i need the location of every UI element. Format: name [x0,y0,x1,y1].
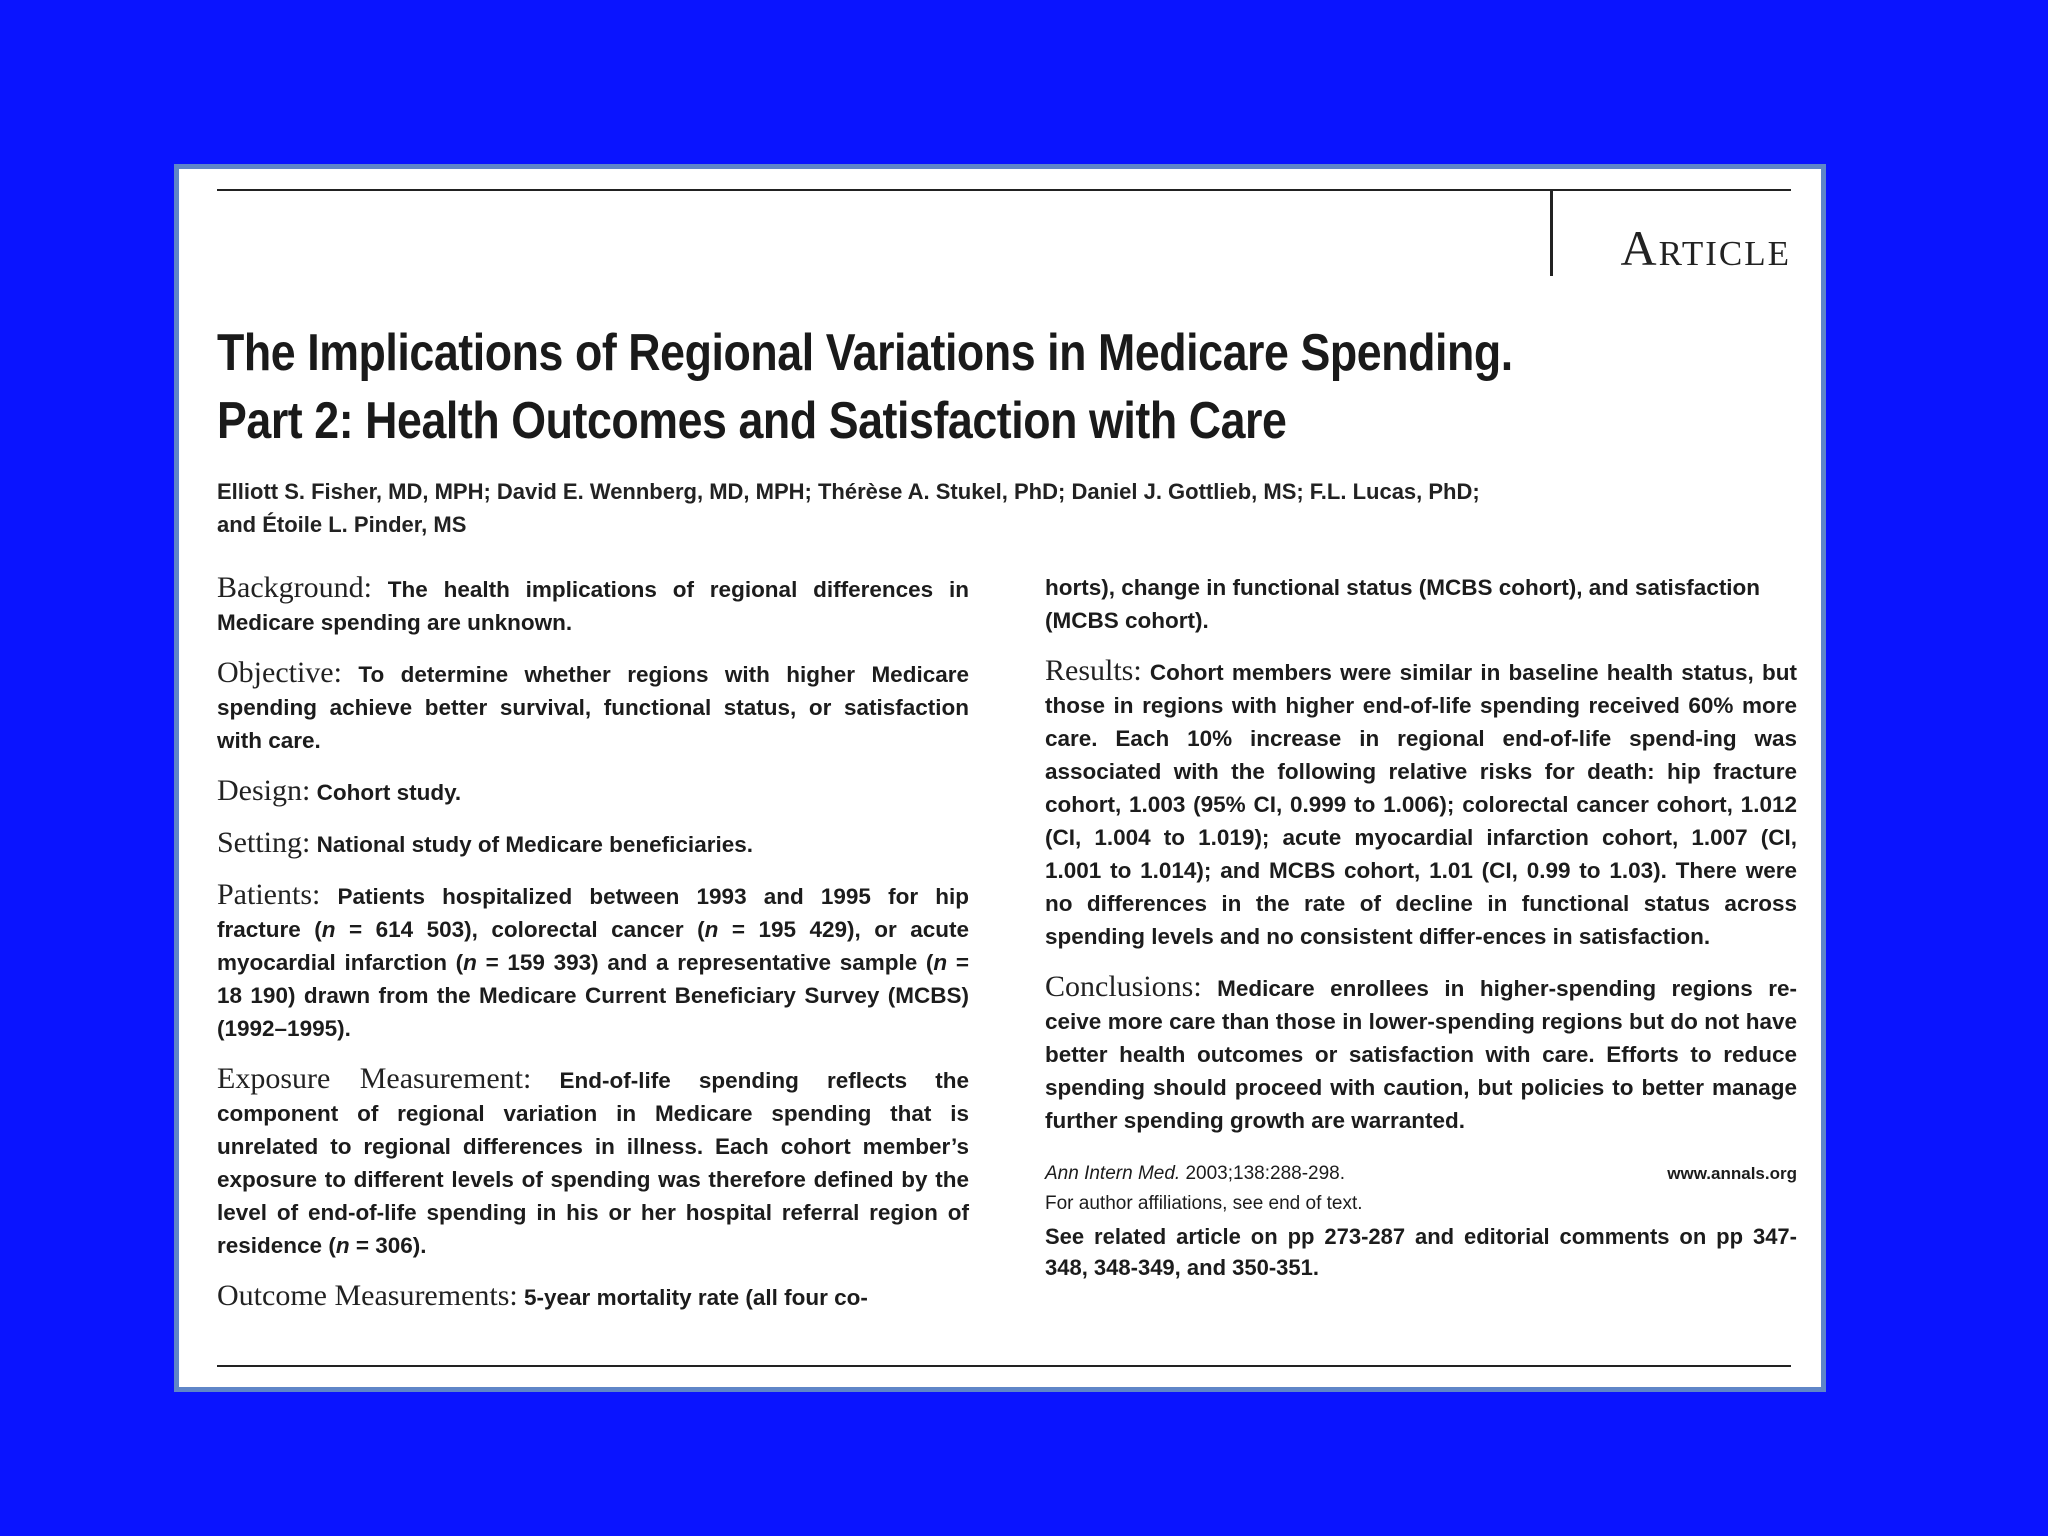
objective-section [217,656,969,757]
patients-text-5: = 18 190) drawn from the Medicare Current Beneficiary Survey (MCBS) (1992–1995). [217,950,969,1041]
n-symbol: n [335,1233,350,1258]
exposure-heading: Exposure Measurement: [217,1062,532,1095]
patients-text-3: = 195 429), or acute myocardial infarction ( [217,917,969,975]
outcome-heading: Outcome Measurements: [217,1279,518,1312]
patients-text-2: = 614 503), colorectal cancer ( [335,917,705,942]
background-text: The health implications of regional differences in Medicare spending are unknown. [217,577,969,635]
n-symbol: n [463,950,477,975]
n-symbol: n [321,917,336,942]
header-divider [1550,190,1553,276]
outcome-continued [1045,571,1797,637]
n-symbol: n [933,950,948,975]
conclusions-text: Medicare enrollees in higher-spending regions re-ceive more care than those in lower-spending regions but do not have better health outcomes or satisfaction with care. Efforts to reduce spending should proceed with caution, but policies to better manage further spending growth are warranted. [1045,976,1797,1133]
design-text: Cohort study. [316,780,462,805]
results-section [1045,654,1797,953]
citation [1045,1159,1345,1189]
abstract-right-column [1045,571,1797,1283]
article-title: The Implications of Regional Variations in Medicare Spending. Part 2: Health Outcomes and Satisfaction with Care [217,324,1513,450]
related-articles: See related article on pp 273-287 and editorial comments on pp 347-348, 348-349, and 350-351. [1045,1224,1797,1280]
citation-details: 2003;138:288-298. [1180,1163,1346,1184]
article-page [174,164,1826,1392]
n-symbol: n [704,917,719,942]
journal-name: Ann Intern Med. [1045,1163,1181,1184]
conclusions-heading: Conclusions: [1045,970,1202,1003]
outcome-text-left: 5-year mortality rate (all four co- [524,1285,868,1310]
setting-text: National study of Medicare beneficiaries. [316,832,753,857]
affiliations-note: For author affiliations, see end of text. [1045,1193,1363,1214]
author-list [217,475,1617,541]
article-label: Article [1620,220,1791,276]
exposure-text-1: End-of-life spending reflects the component of regional variation in Medicare spending that is unrelated to regional differences in illness. Each cohort member’s exposure to different levels of spending was therefore defined by the level of end-of-life spending in his or her hospital referral region of residence ( [217,1068,969,1258]
outcome-text-right: horts), change in functional status (MCBS cohort), and satisfaction (MCBS cohort). [1045,575,1761,633]
design-heading: Design: [217,774,311,807]
objective-text: To determine whether regions with higher Medicare spending achieve better survival, functional status, or satisfaction with care. [217,662,969,753]
exposure-text-2: = 306). [349,1233,427,1258]
setting-section [217,826,969,861]
authors-line-2: and Étoile L. Pinder, MS [217,512,467,537]
results-heading: Results: [1045,654,1142,687]
results-text: Cohort members were similar in baseline health status, but those in regions with higher end-of-life spending received 60% more care. Each 10% increase in regional end-of-life spend-ing was associated with the following relative risks for death: hip fracture cohort, 1.003 (95% CI, 0.999 to 1.006); colorectal cancer cohort, 1.012 (CI, 1.004 to 1.019); acute myocardial infarction cohort, 1.007 (CI, 1.001 to 1.014); and MCBS cohort, 1.01 (CI, 0.99 to 1.03). There were no differences in the rate of decline in functional status across spending levels and no consistent differ-ences in satisfaction. [1045,660,1797,949]
patients-text-1: Patients hospitalized between 1993 and 1995 for hip fracture ( [217,884,969,942]
top-rule [217,189,1791,191]
conclusions-section [1045,970,1797,1137]
abstract-left-column [217,571,969,1331]
bottom-rule [217,1365,1791,1367]
objective-heading: Objective: [217,656,342,689]
patients-text-4: = 159 393) and a representative sample ( [476,950,934,975]
exposure-section [217,1062,969,1262]
setting-heading: Setting: [217,826,311,859]
authors-line-1: Elliott S. Fisher, MD, MPH; David E. Wennberg, MD, MPH; Thérèse A. Stukel, PhD; Daniel J. Gottlieb, MS; F.L. Lucas, PhD; [217,479,1480,504]
design-section [217,774,969,809]
outcome-section [217,1279,969,1314]
patients-heading: Patients: [217,878,321,911]
journal-url: www.annals.org [1667,1164,1797,1183]
patients-section [217,878,969,1045]
background-section [217,571,969,639]
background-heading: Background: [217,571,372,604]
citation-row [1045,1159,1797,1189]
